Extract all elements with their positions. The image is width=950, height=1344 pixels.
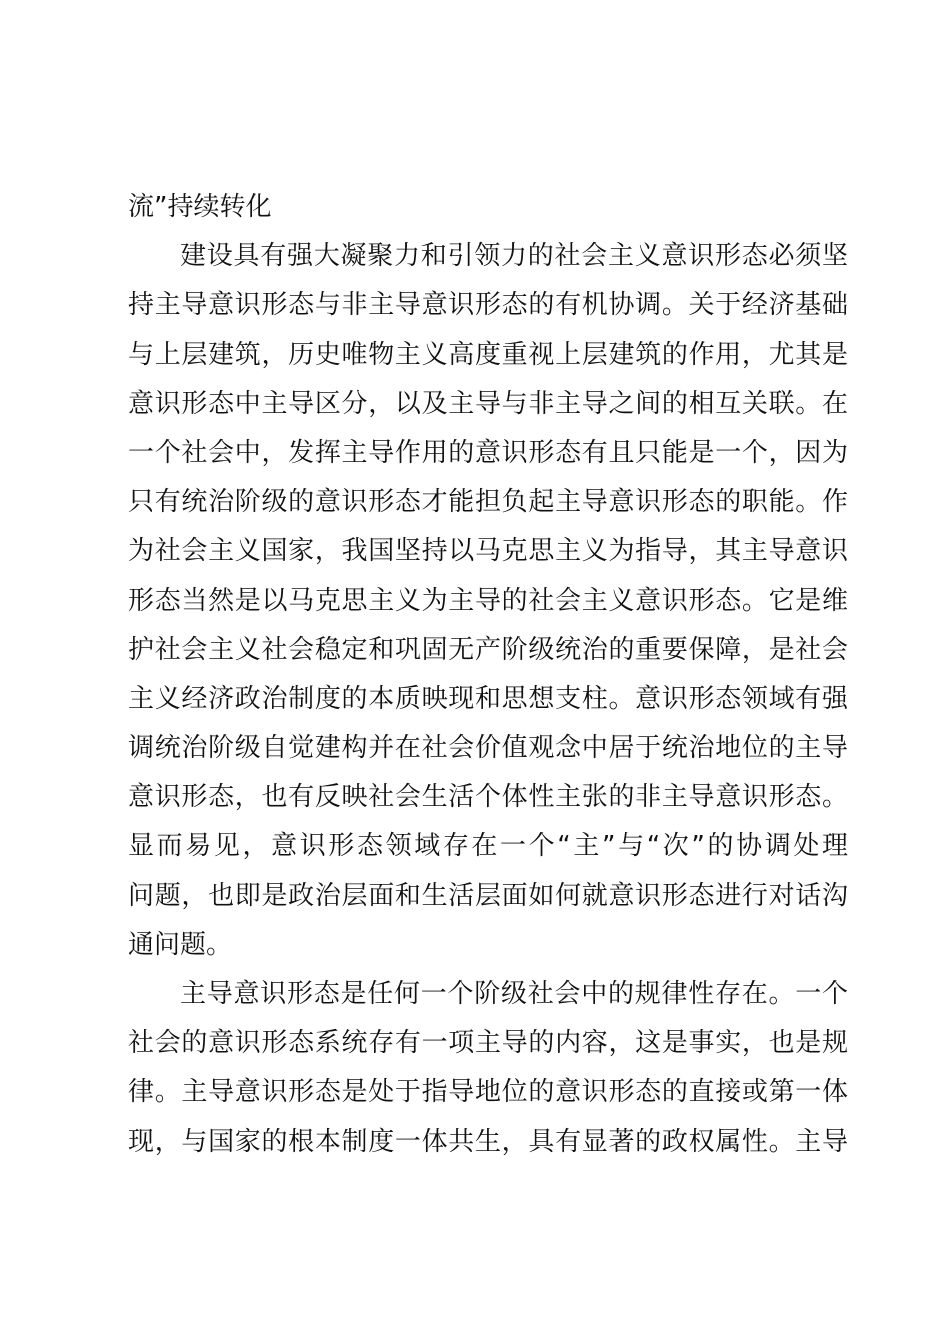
text-line: 只有统治阶级的意识形态才能担负起主导意识形态的职能。作 [128, 487, 848, 518]
text-line: 与上层建筑，历史唯物主义高度重视上层建筑的作用，尤其是 [128, 339, 848, 370]
text-line: 意识形态中主导区分，以及主导与非主导之间的相互关联。在 [128, 388, 848, 419]
text-line: 护社会主义社会稳定和巩固无产阶级统治的重要保障，是社会 [128, 634, 848, 665]
text-line: 一个社会中，发挥主导作用的意识形态有且只能是一个，因为 [128, 437, 848, 468]
text-line: 问题，也即是政治层面和生活层面如何就意识形态进行对话沟 [128, 880, 848, 911]
text-line: 现，与国家的根本制度一体共生，具有显著的政权属性。主导 [128, 1126, 848, 1157]
body-text [128, 183, 848, 1167]
text-line: 调统治阶级自觉建构并在社会价值观念中居于统治地位的主导 [128, 733, 848, 764]
text-line: 通问题。 [128, 929, 233, 960]
text-line: 流”持续转化 [128, 192, 272, 222]
text-line: 意识形态，也有反映社会生活个体性主张的非主导意识形态。 [128, 782, 848, 813]
paragraph-start-line: 建设具有强大凝聚力和引领力的社会主义意识形态必须坚 [180, 241, 848, 272]
paragraph-start-line: 主导意识形态是任何一个阶级社会中的规律性存在。一个 [180, 979, 848, 1009]
text-line: 形态当然是以马克思主义为主导的社会主义意识形态。它是维 [128, 585, 848, 616]
text-line: 社会的意识形态系统存有一项主导的内容，这是事实，也是规 [128, 1028, 848, 1059]
text-line: 律。主导意识形态是处于指导地位的意识形态的直接或第一体 [128, 1077, 848, 1108]
text-line: 持主导意识形态与非主导意识形态的有机协调。关于经济基础 [128, 290, 848, 321]
text-line: 显而易见，意识形态领域存在一个“主”与“次”的协调处理 [128, 831, 848, 862]
text-line: 为社会主义国家，我国坚持以马克思主义为指导，其主导意识 [128, 536, 848, 567]
text-line: 主义经济政治制度的本质映现和思想支柱。意识形态领域有强 [128, 683, 848, 714]
